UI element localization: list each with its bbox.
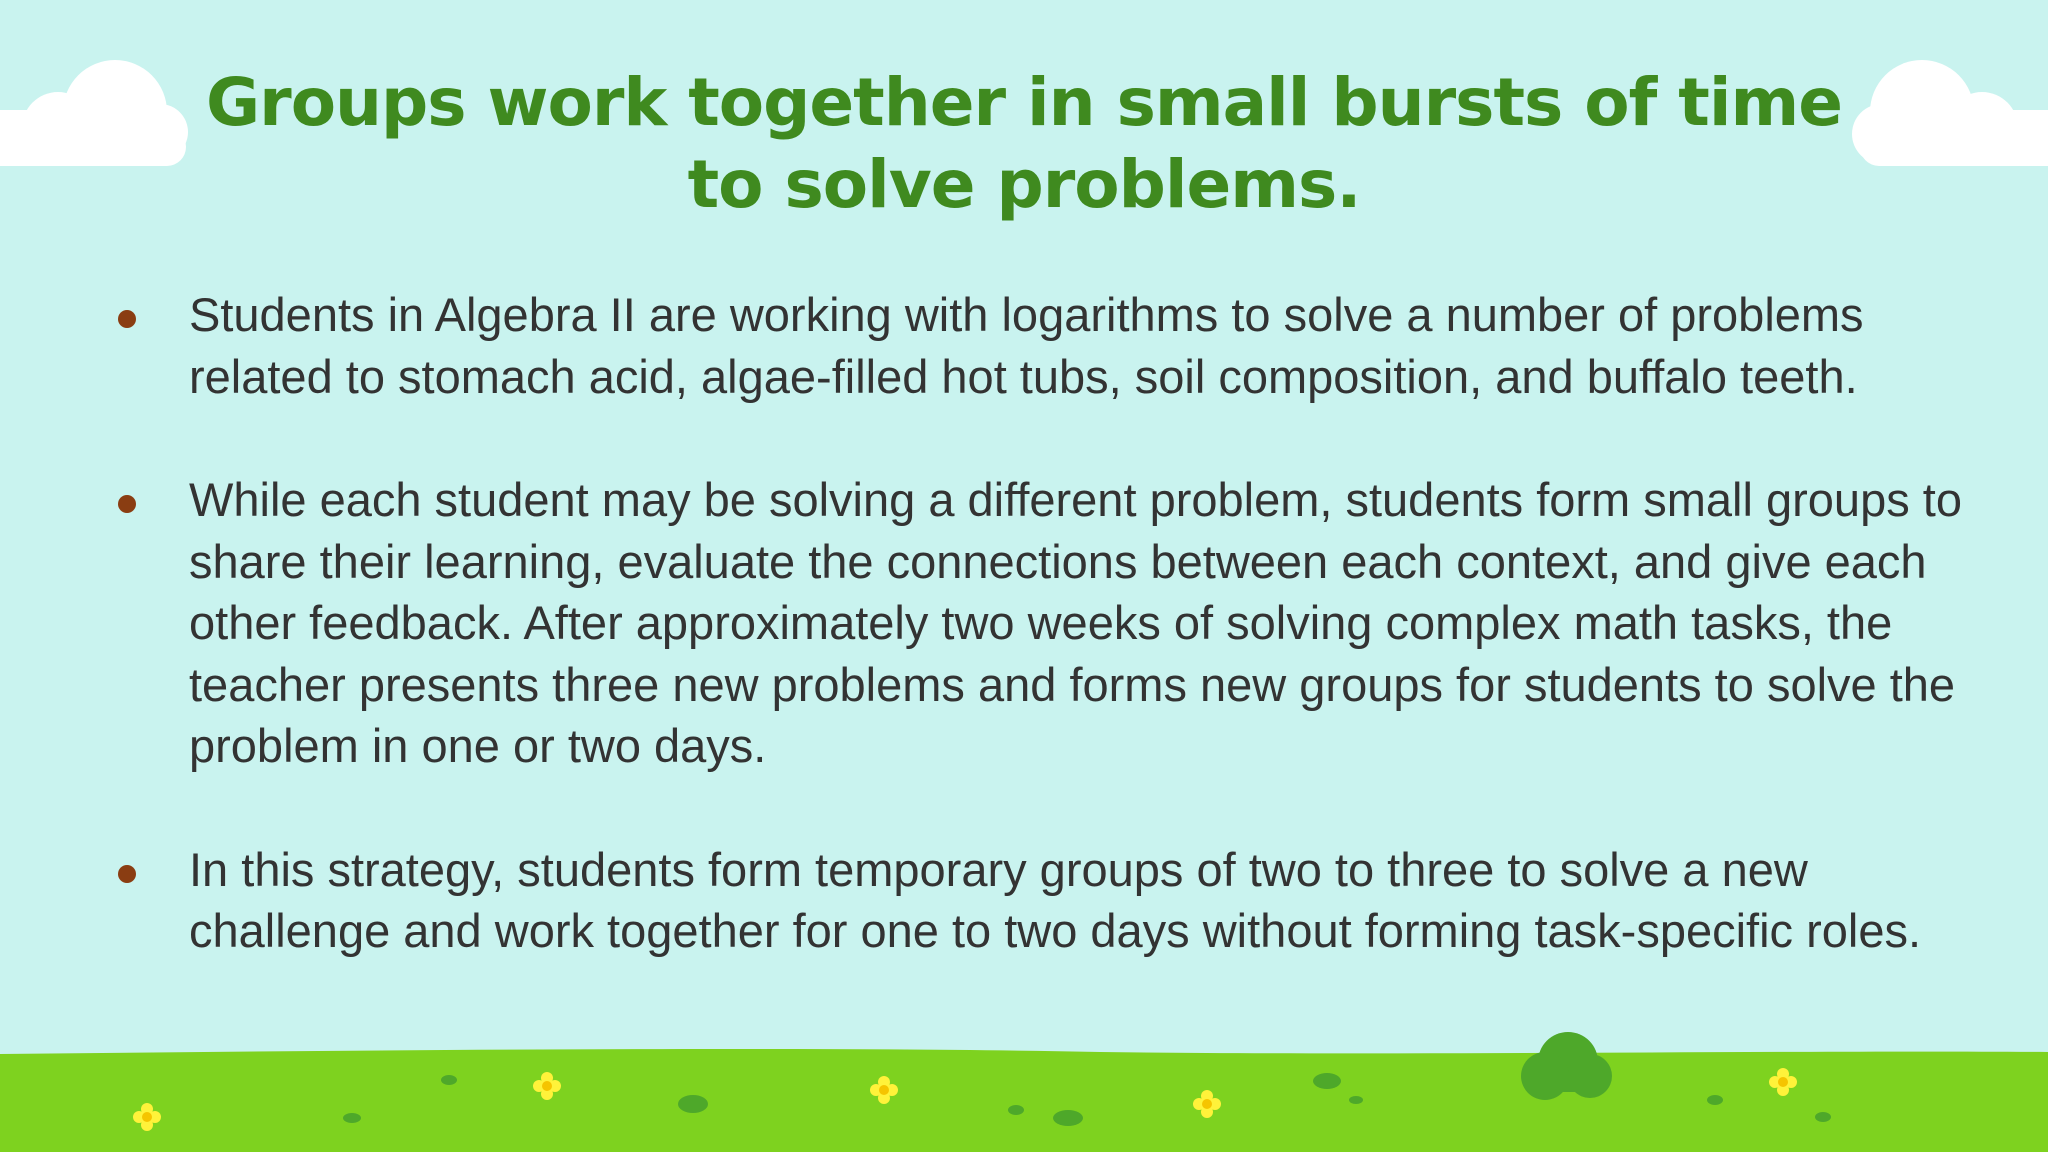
slide-title: Groups work together in small bursts of time to solve problems. bbox=[205, 64, 1843, 223]
cloud-icon bbox=[1852, 60, 2048, 166]
grass-hill bbox=[0, 1049, 2048, 1152]
cloud-icon bbox=[0, 60, 188, 166]
bullet-list bbox=[108, 284, 1988, 962]
bullet-text: In this strategy, students form temporary groups of two to three to solve a new challenge and work together for one to two days without forming task-specific roles. bbox=[189, 842, 1922, 957]
bullet-item bbox=[108, 469, 1988, 777]
bullet-item bbox=[108, 839, 1988, 962]
bush-icon bbox=[1521, 1032, 1612, 1100]
bullet-dot-icon bbox=[118, 495, 136, 513]
bullet-text: While each student may be solving a different problem, students form small groups to share their learning, evaluate the connections between each context, and give each other feedback. After approximately two weeks of solving complex math tasks, the teacher presents three new problems and forms new groups for students to solve the problem in one or two days. bbox=[189, 473, 1962, 772]
bullet-dot-icon bbox=[118, 865, 136, 883]
bullet-dot-icon bbox=[118, 310, 136, 328]
bullet-text: Students in Algebra II are working with logarithms to solve a number of problems related to stomach acid, algae-filled hot tubs, soil composition, and buffalo teeth. bbox=[189, 288, 1864, 403]
bullet-item bbox=[108, 284, 1988, 407]
